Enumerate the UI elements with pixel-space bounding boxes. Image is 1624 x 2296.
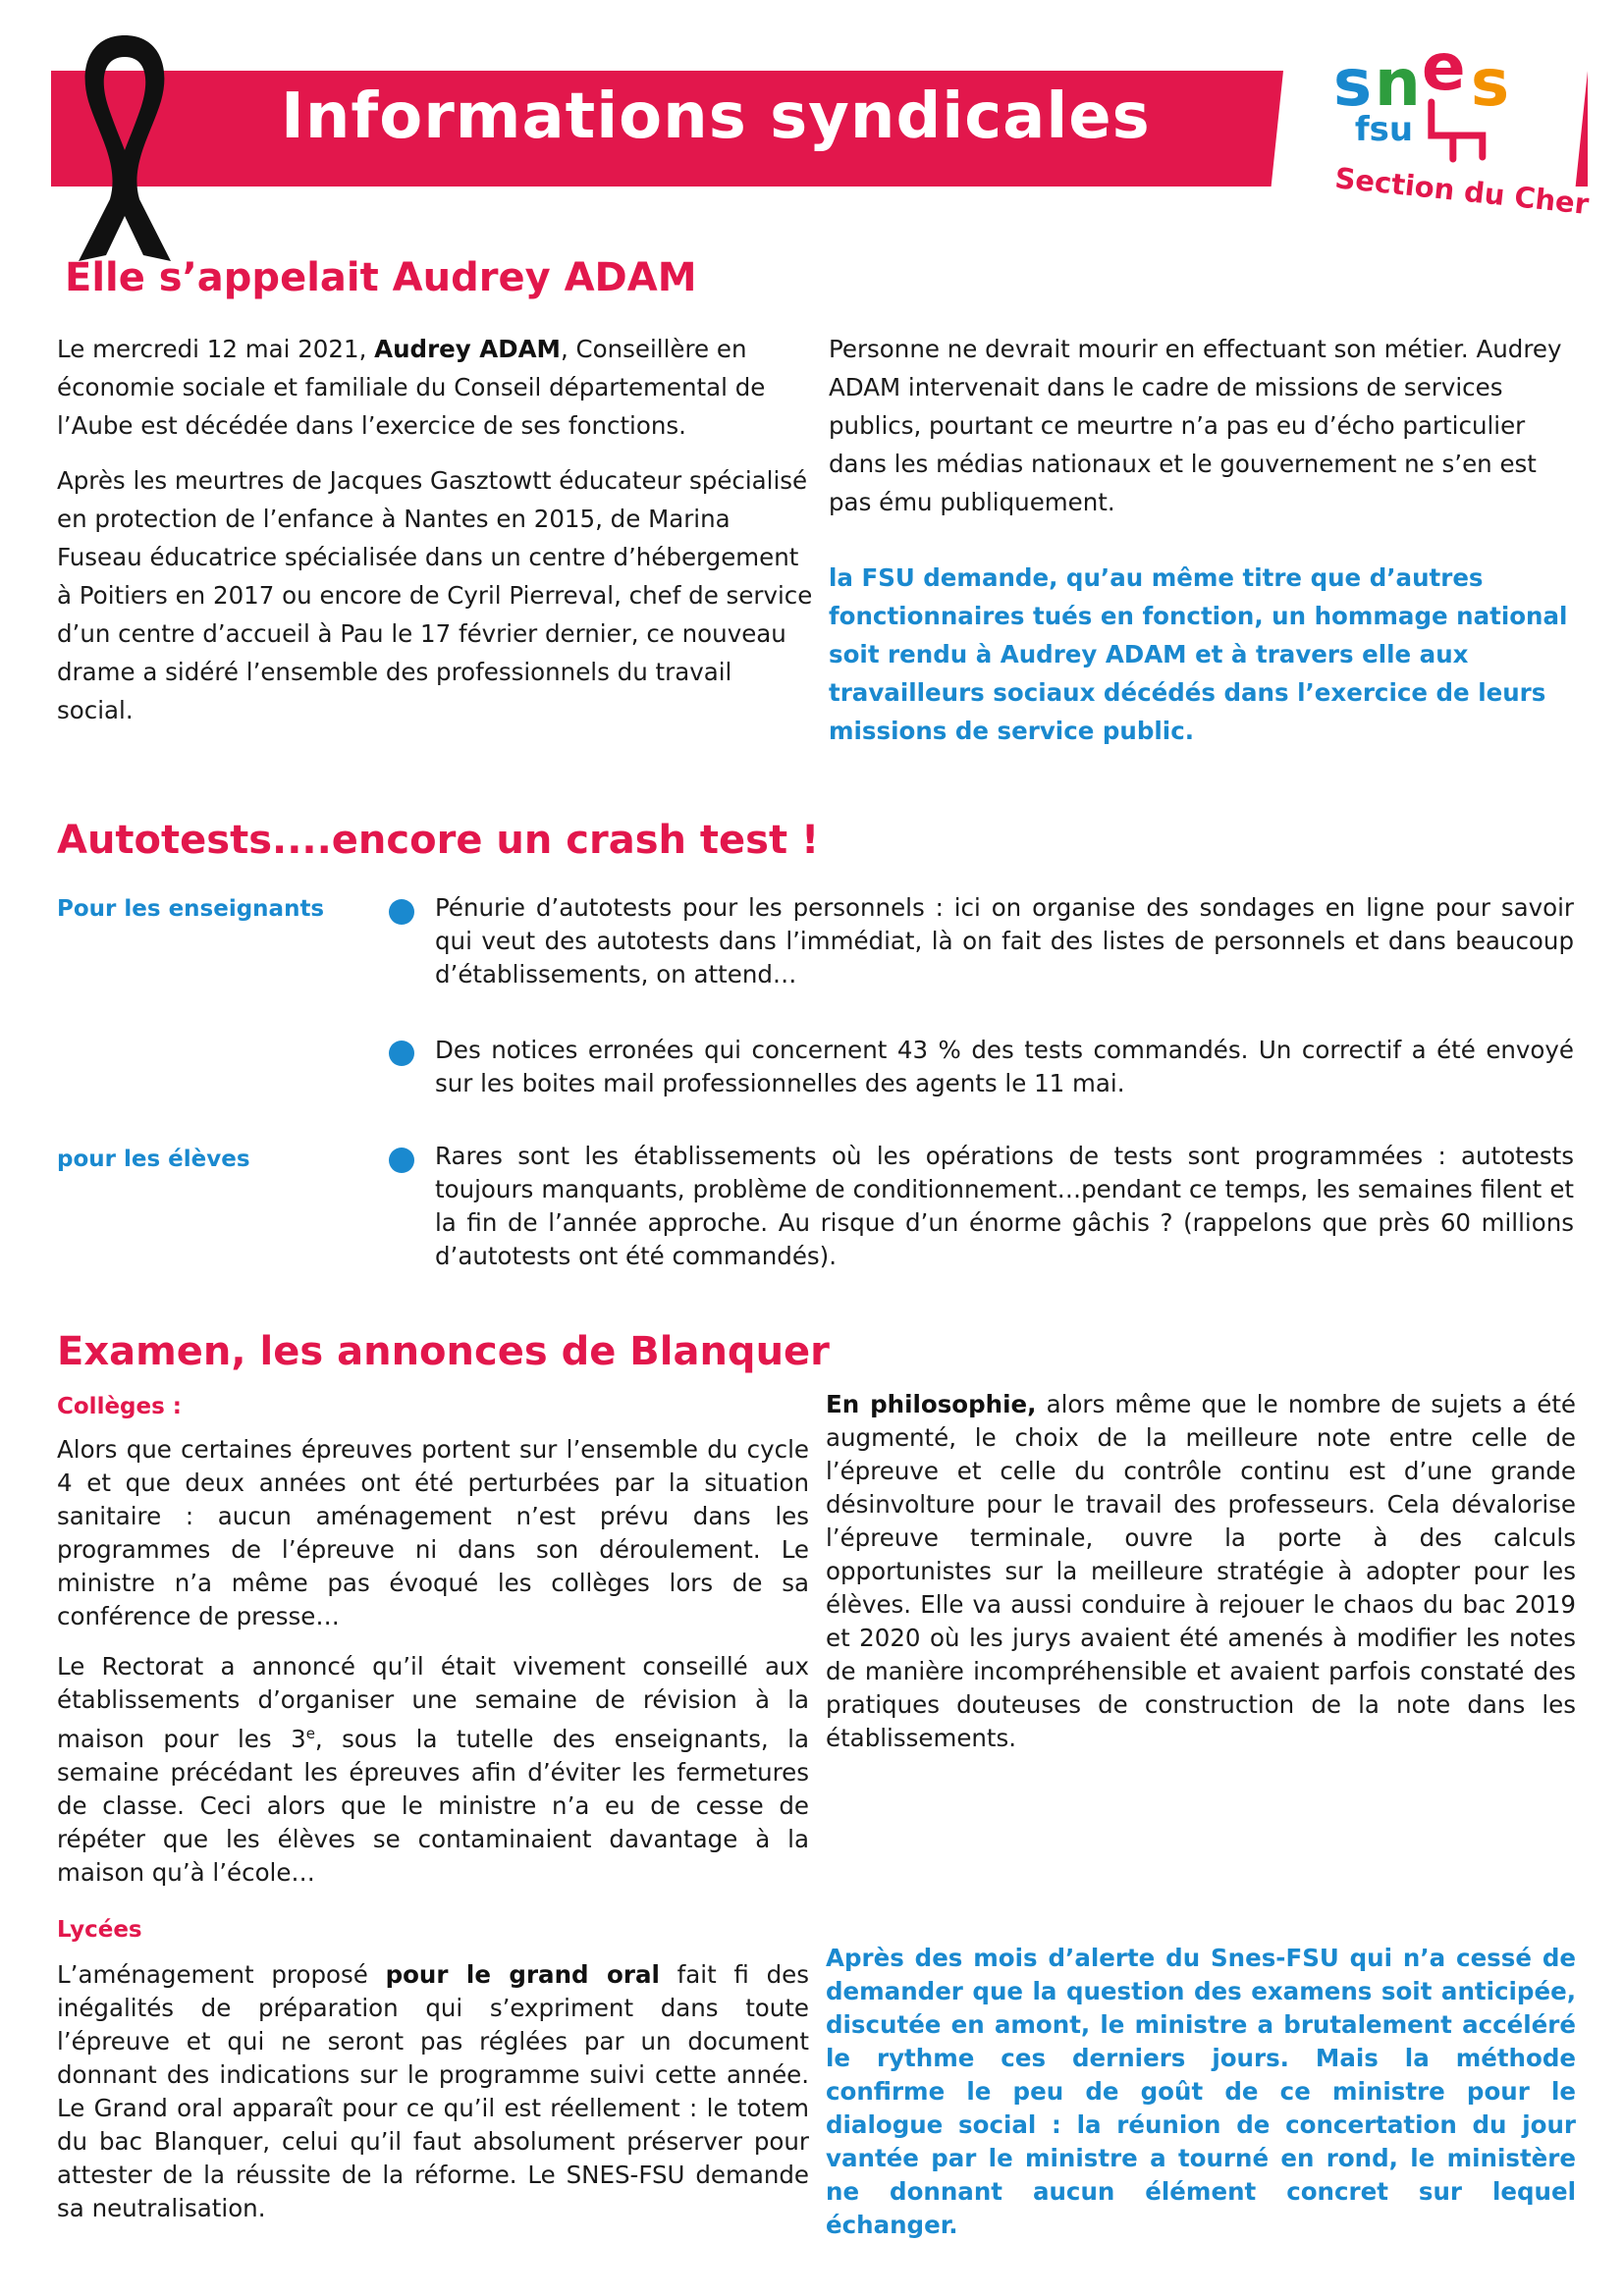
audrey-paragraph-2: Après les meurtres de Jacques Gasztowtt éducateur spécialisé en protection de l’enfance à Nantes en 2015, de Marina Fuseau éducatrice spécialisée dans un centre d’hébergement à Poitiers en 2017 ou encore de Cyril Pierreval, chef de service d’un centre d’accueil à Pau le 17 février dernier, ce nouveau drame a sidéré l’ensemble des professionnels du travail social.: [57, 466, 813, 724]
colleges-paragraph-2: Le Rectorat a annoncé qu’il était vivement conseillé aux établissements d’organiser une semaine de révision à la maison pour les 3e, sous la tutelle des enseignants, la semaine précédant les épreuves afin d’éviter les fermetures de classe. Ceci alors que le ministre n’a eu de cesse de répéter que les élèves se contaminaient davantage à la maison qu’à l’école…: [57, 1652, 809, 1888]
heading-audrey: Elle s’appelait Audrey ADAM: [65, 255, 697, 300]
snes-fsu-logo: s n e s fsu Section du Cher: [1265, 27, 1593, 248]
bullet-dot-icon: [389, 899, 414, 925]
audrey-left-column: [57, 330, 813, 746]
page-title: Informations syndicales: [281, 80, 1151, 153]
audrey-paragraph-3: Personne ne devrait mourir en effectuant son métier. Audrey ADAM intervenait dans le cadre de missions de services publics, pourtant ce meurtre n’a pas eu d’écho particulier dans les médias nationaux et le gouvernement ne s’en est pas ému publiquement.: [829, 335, 1562, 516]
label-teachers: Pour les enseignants: [57, 896, 325, 922]
logo-figure-icon: [1414, 96, 1502, 165]
heading-examen: Examen, les annonces de Blanquer: [57, 1329, 830, 1374]
heading-autotests: Autotests....encore un crash test !: [57, 818, 820, 863]
autotest-bullet-3: Rares sont les établissements où les opérations de tests sont programmées : autotests toujours manquants, problème de conditionnement…pendant ce temps, les semaines filent et la fin de l’année approche. Au risque d’un énorme gâchis ? (rappelons que près 60 millions d’autotests ont été commandés).: [435, 1142, 1574, 1270]
autotest-bullet-1: Pénurie d’autotests pour les personnels : ici on organise des sondages en ligne pour savoir qui veut des autotests dans l’immédiat, là on fait des listes de personnels et dans beaucoup d’établissements, on attend…: [435, 893, 1574, 988]
section-label: Section du Cher: [1333, 161, 1591, 222]
audrey-name-bold: Audrey ADAM: [374, 335, 561, 363]
colleges-paragraph-1: Alors que certaines épreuves portent sur l’ensemble du cycle 4 et que deux années ont été perturbées par la situation sanitaire : aucun aménagement n’est prévu dans les programmes de l’épreuve ni dans son déroulement. Le ministre n’a même pas évoqué les collèges lors de sa conférence de presse…: [57, 1435, 809, 1630]
philosophie-paragraph: En philosophie, alors même que le nombre de sujets a été augmenté, le choix de la meilleure note entre celle de l’épreuve et celle du contrôle continu est d’une grande désinvolture pour le travail des professeurs. Cela dévalorise l’épreuve terminale, ouvre la porte à des calculs opportunistes sur la meilleure stratégie à adopter pour les élèves. Elle va aussi conduire à rejouer le chaos du bac 2019 et 2020 où les jurys avaient été amenés à modifier les notes de manière incompréhensible et avaient parfois constaté des pratiques douteuses de construction de la note dans les établissements.: [826, 1390, 1576, 1752]
lycees-column: [57, 1958, 809, 2242]
examen-right-column: [826, 1388, 1576, 1772]
bullet-dot-icon: [389, 1148, 414, 1173]
bullet-dot-icon: [389, 1041, 414, 1066]
audrey-fsu-demand: la FSU demande, qu’au même titre que d’autres fonctionnaires tués en fonction, un hommage national soit rendu à Audrey ADAM et à travers elle aux travailleurs sociaux décédés dans l’exercice de leurs missions de service public.: [829, 563, 1568, 745]
logo-fsu: fsu: [1354, 110, 1414, 149]
examen-conclusion: Après des mois d’alerte du Snes-FSU qui n’a cessé de demander que la question des examens soit anticipée, discutée en amont, le ministre a brutalement accéléré le rythme ces derniers jours. Mais la méthode confirme le peu de goût de ce ministre pour le dialogue social : la réunion de concertation du jour vantée par le ministre a tourné en rond, le ministère ne donnant aucun élément concret sur lequel échanger.: [826, 1944, 1576, 2239]
audrey-paragraph-1: Le mercredi 12 mai 2021, Audrey ADAM, Conseillère en économie sociale et familiale du Conseil départemental de l’Aube est décédée dans l’exercice de ses fonctions.: [57, 335, 766, 440]
lycees-paragraph: L’aménagement proposé pour le grand oral fait fi des inégalités de préparation qui s’expriment dans toute l’épreuve et qui ne seront pas réglées par un document donnant des indications sur le programme suivi cette année. Le Grand oral apparaît pour ce qu’il est réellement : le totem du bac Blanquer, celui qu’il faut absolument préserver pour attester de la réussite de la réforme. Le SNES-FSU demande sa neutralisation.: [57, 1960, 809, 2222]
autotest-bullet-2: Des notices erronées qui concernent 43 % des tests commandés. Un correctif a été envoyé sur les boites mail professionnelles des agents le 11 mai.: [435, 1036, 1574, 1097]
examen-left-column: [57, 1433, 809, 1906]
mourning-ribbon-icon: [71, 27, 179, 263]
label-lycees: Lycées: [57, 1917, 142, 1943]
label-students: pour les élèves: [57, 1147, 250, 1172]
label-colleges: Collèges :: [57, 1394, 183, 1419]
audrey-right-column: [829, 330, 1585, 767]
